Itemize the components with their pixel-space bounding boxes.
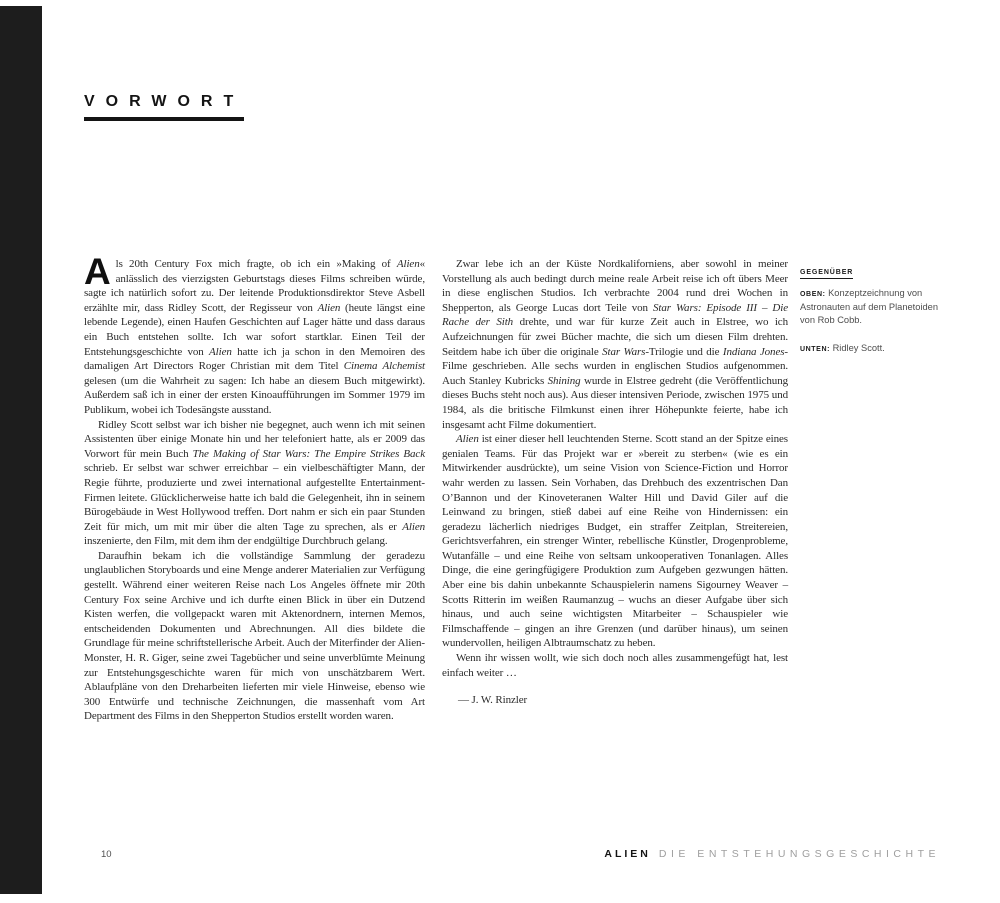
italic-title: Alien	[396, 258, 420, 270]
italic-title: Star Wars	[602, 345, 646, 358]
dropcap-letter: A	[84, 251, 111, 292]
sidebar-notes	[800, 287, 950, 356]
caption-label: UNTEN:	[800, 346, 833, 353]
italic-title: Alien	[317, 301, 341, 314]
italic-title: Alien	[456, 433, 479, 446]
margin-caption	[800, 261, 950, 356]
body-paragraph: Als 20th Century Fox mich fragte, ob ich ein »Making of Alien« anlässlich des vierzigsten Geburtstags dieses Films schreiben würde, sagte ich natürlich sofort zu. Der leitende Produktionsdirektor Steve Asbell erzählte mir, dass Ridley Scott, der Regisseur von Alien (heute längst eine lebende Legende), einen Haufen Geschichten auf Lager hätte und dass daraus ein Buch entstehen sollte. Ich war sofort startklar. Einen Teil der Entstehungsgeschichte von Alien hatte ich ja schon in den Memoiren des damaligen Art Directors Roger Christian mit dem Titel Cinema Alchemist gelesen (um die Wahrheit zu sagen: Ich habe an diesem Buch mitgewirkt). Außerdem saß ich in einer der ersten Kinoaufführungen im Sommer 1979 im Publikum, wobei ich Todesängste ausstand.	[84, 251, 425, 416]
italic-title: Indiana Jones	[722, 345, 785, 358]
body-paragraph: Daraufhin bekam ich die vollständige Sammlung der geradezu unglaublichen Storyboards und eine Menge anderer Materialien zur Verfügung gestellt. Während einer weiteren Reise nach Los Angeles öffnete mir 20th Century Fox seine Archive und ich durfte einen Blick in über ein Dutzend Kisten werfen, die vollgepackt waren mit Aktenordnern, internen Memos, entscheidenden Dokumenten und Abrechnungen. All dies bildete die Grundlage für meine schriftstellerische Arbeit. Auch der Miterfinder der Alien-Monster, H. R. Giger, seine zwei Tagebücher und seine unverblümte Meinung zur Entstehungsgeschichte waren für mich von unschätzbarem Wert. Ablaufpläne von den Dreharbeiten lieferten mir viele Hinweise, ebenso wie 300 Entwürfe und technische Zeichnungen, die massenhaft vom Art Department des Films in den Shepperton Studios erstellt worden waren.	[84, 549, 425, 723]
spine-bar	[0, 6, 42, 894]
author-signature: — J. W. Rinzler	[458, 694, 528, 707]
italic-title: Cinema Alchemist	[343, 360, 425, 373]
caption-label: OBEN:	[800, 291, 829, 298]
footer-book-subtitle: DIE ENTSTEHUNGSGESCHICHTE	[658, 848, 940, 860]
caption-note: OBEN: Konzeptzeichnung von Astronauten auf dem Planetoiden von Rob Cobb.	[800, 288, 939, 325]
italic-title: Alien	[402, 520, 425, 533]
italic-title: The Making of Star Wars: The Empire Strikes Back	[192, 447, 425, 460]
page-title: VORWORT	[84, 93, 244, 121]
italic-title: Alien	[209, 345, 232, 358]
body-paragraph: Alien ist einer dieser hell leuchtenden Sterne. Scott stand an der Spitze eines genialen Teams. Für das Projekt war er »bereit zu sterben« (wie es ein Mitwirkender ausdrückte), um seine Vision von Science-Fiction und Horror wahr werden zu lassen. Sein Vorhaben, das Drehbuch des exzentrischen Dan O’Bannon und der Kinoveteranen Walter Hill und David Giler auf die Leinwand zu bringen, stieß dabei auf eine Reihe von Hindernissen: ein geradezu lächerlich niedriges Budget, ein straffer Zeitplan, Streitereien, Gerichtsverfahren, ein strenger Winter, rebellische Künstler, Drogenprobleme, Wutanfälle – und eine Reihe von seltsam unkooperativen Tonanlagen. Alles Dinge, die eine geringfügigere Produktion zum Aufgeben gezwungen hätten. Aber eine bis dahin unbekannte Schauspielerin namens Sigourney Weaver – Scotts Ritterin im weißen Raumanzug – wuchs an dieser Aufgabe über sich hinaus, und auch seine wichtigsten Mitarbeiter – Schauspieler wie Filmschaffende – gingen an ihre Grenzen (und darüber hinaus), um seinen wundervollen, heiligen Albtraumschatz zu heben.	[442, 433, 788, 650]
italic-title: Shining	[547, 374, 581, 387]
right-text-column	[442, 257, 788, 708]
left-text-column	[84, 251, 425, 724]
body-paragraph: Zwar lebe ich an der Küste Nordkaliforniens, aber sowohl in meiner Vorstellung als auch bedingt durch meine reale Arbeit reise ich oft übers Meer in diese englischen Studios. Ich verbrachte 2004 rund drei Wochen in Shepperton, als George Lucas dort Teile von Star Wars: Episode III – Die Rache der Sith drehte, und war für kurze Zeit auch in Elstree, wo ich Aufzeichnungen für zwei Bücher machte, die sich um diesen Film drehten. Seitdem habe ich über die originale Star Wars-Trilogie und die Indiana Jones-Filme geschrieben. Alle sechs wurden in englischen Studios aufgenommen. Auch Stanley Kubricks Shining wurde in Elstree gedreht (die Veröffentlichung dieses Buchs steht noch aus). Aus dieser intensiven Periode, zwischen 1975 und 1984, als die britische Filmkunst einen ihrer Höhepunkte feierte, habe ich insgesamt acht Filme dokumentiert.	[442, 258, 788, 431]
caption-note: UNTEN: Ridley Scott.	[800, 343, 885, 353]
caption-heading: GEGENÜBER	[800, 269, 853, 279]
italic-title: Star Wars: Episode III – Die Rache der Sith	[442, 301, 788, 329]
body-paragraph: Wenn ihr wissen wollt, wie sich doch noch alles zusammengefügt hat, lest einfach weiter …	[442, 652, 788, 679]
page-number: 10	[101, 849, 112, 860]
running-footer	[604, 848, 940, 860]
body-paragraph: Ridley Scott selbst war ich bisher nie begegnet, auch wenn ich mit seinen Assistenten über einige Monate hin und her telefoniert hatte, als er 2009 das Vorwort für mein Buch The Making of Star Wars: The Empire Strikes Back schrieb. Er selbst war schwer erreichbar – ein vielbeschäftigter Mann, der Regie führte, produzierte und zwei international aufgestellte Entertainment-Firmen leitete. Glücklicherweise hatte ich bald die Gelegenheit, ihn in seinem Bürogebäude in West Hollywood treffen. Dort nahm er sich ein paar Stunden Zeit für mich, um mit mir über die alten Tage zu sprechen, als er Alien inszenierte, den Film, mit dem ihm der endgültige Durchbruch gelang.	[84, 418, 425, 548]
footer-book-title: ALIEN	[604, 848, 651, 860]
